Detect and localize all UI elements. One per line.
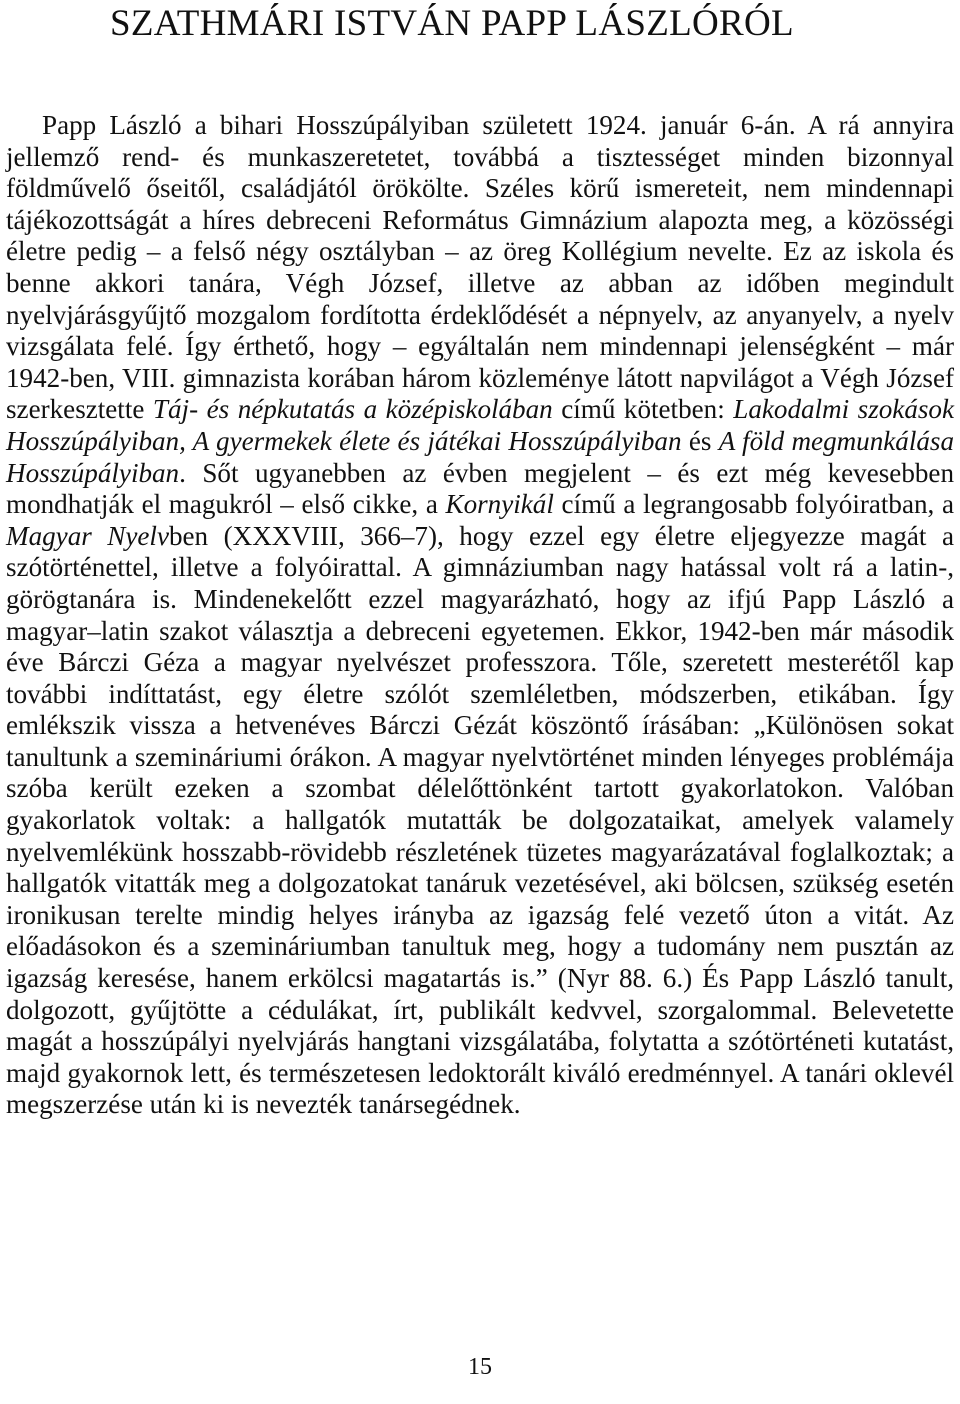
page-title: SZATHMÁRI ISTVÁN PAPP LÁSZLÓRÓL bbox=[110, 3, 794, 44]
text-run: és bbox=[681, 425, 719, 456]
article-titles-italic: Lakodalmi szokások Hosszúpályiban, A gyermekek élete és játékai Hosszúpályiban bbox=[6, 394, 954, 456]
text-run: . Sőt ugyanebben az évben megjelent – és ezt még kevesebben mondhatják el magukról – első cikke, a bbox=[6, 457, 954, 520]
page-number: 15 bbox=[468, 1354, 492, 1380]
word-title-italic: Kornyikál bbox=[445, 489, 554, 520]
text-run: című a legrangosabb folyóiratban, a bbox=[553, 489, 954, 520]
text-run: Papp László a bihari Hosszúpályiban született 1924. január 6-án. A rá annyira jellemző rend- és munkaszeretetet, továbbá a tisztességet minden bizonnyal földművelő őseitől, családjától örökölte. Széles körű ismereteit, nem mindennapi tájékozottságát a híres debreceni Református Gimnázium alapozta meg, a közösségi életre pedig – a felső négy osztályban – az öreg Kollégium nevelte. Ez az iskola és benne akkori tanára, Végh József, illetve az abban az időben megindult nyelvjárásgyűjtő mozgalom fordította érdeklődését a népnyelv, az anyanyelv, a nyelv vizsgálata felé. Így érthető, hogy – egyáltalán nem mindennapi jelenségként – már 1942-ben, VIII. gimnazista korában három közleménye látott napvilágot a Végh József szerkesztette bbox=[6, 110, 954, 425]
text-run: ben (XXXVIII, 366–7), hogy ezzel egy életre eljegyezze magát a szótörténettel, illetve a folyóirattal. A gimnáziumban nagy hatással volt rá a latin-, görögtanára is. Mindenekelőtt ezzel magyarázható, hogy az ifjú Papp László a magyar–latin szakot választja a debreceni egyetemen. Ekkor, 1942-ben már második éve Bárczi Géza a magyar nyelvészet professzora. Tőle, szeretett mesterétől kap további indíttatást, egy életre szólót szemléletben, módszerben, etikában. Így emlékszik vissza a hetvenéves Bárczi Gézát köszöntő írásában: „Különösen sokat tanultunk a szemináriumi órákon. A magyar nyelvtörténet minden lényeges problémája szóba került ezeken a szombat délelőttönként tartott gyakorlatokon. Valóban gyakorlatok voltak: a hallgatók mutatták be dolgozataikat, amelyek valamely nyelvemlékünk hosszabb-rövidebb részletének tüzetes magyarázatával foglalkoztak; a hallgatók vitatták meg a dolgozatokat tanáruk vezetésével, aki bölcsen, szükség esetén ironikusan terelte mindig helyes irányba az igazság felé vezető úton a vitát. Az előadásokon és a szemináriumban tanultuk meg, hogy a tudomány nem pusztán az igazság keresése, hanem erkölcsi magatartás is.” (Nyr 88. 6.) És Papp László tanult, dolgozott, gyűjtötte a cédulákat, írt, publikált kedvvel, szorgalommal. Belevetette magát a hosszúpályi nyelvjárás hangtani vizsgálatába, folytatta a szótörténeti kutatást, majd gyakornok lett, és természetesen ledoktorált kiváló eredménnyel. A tanári oklevél megszerzése után ki is nevezték tanársegédnek. bbox=[6, 520, 954, 1120]
article-title-italic: A föld megmunkálása Hosszúpályiban bbox=[6, 425, 955, 488]
body-paragraph bbox=[6, 110, 954, 1121]
journal-title-italic: Magyar Nyelv bbox=[6, 520, 169, 551]
text-run: című kötetben: bbox=[552, 394, 734, 425]
book-title-italic: Táj- és népkutatás a középiskolában bbox=[152, 394, 553, 425]
